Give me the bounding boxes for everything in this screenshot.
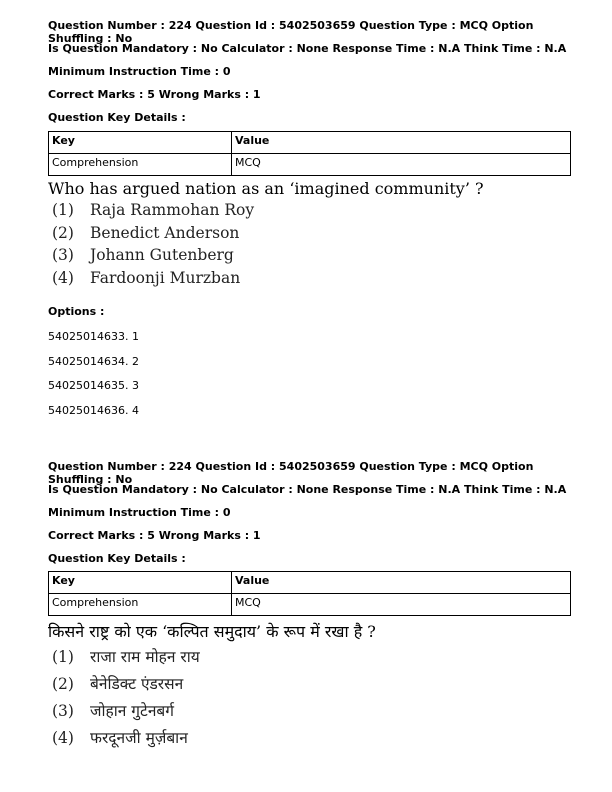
question-block-english [48, 19, 572, 428]
option-id-2: 54025014634. 2 [48, 354, 139, 368]
options-label: Options : [48, 305, 105, 318]
choice-2 [48, 222, 572, 245]
question-key-details-label: Question Key Details : [48, 552, 186, 565]
question-meta-line-2: Is Question Mandatory : No Calculator : None Response Time : N.A Think Time : N.A [48, 483, 567, 496]
key-table-cell-value: MCQ [232, 594, 571, 616]
choice-text: राजा राम मोहन राय [90, 648, 200, 666]
choice-number: (2) [52, 223, 74, 242]
key-table-header-value: Value [232, 572, 571, 594]
option-id-3: 54025014635. 3 [48, 379, 139, 392]
key-table-header-key: Key [49, 132, 232, 154]
choice-text: Benedict Anderson [90, 223, 240, 242]
choice-text: Raja Rammohan Roy [90, 201, 255, 219]
question-text: Who has argued nation as an ‘imagined community’ ? [48, 179, 484, 198]
choice-number: (3) [52, 246, 74, 264]
choice-text: बेनेडिक्ट एंडरसन [90, 675, 184, 693]
choice-2 [48, 671, 572, 698]
question-meta-line-3: Minimum Instruction Time : 0 [48, 65, 231, 78]
choice-number: (1) [52, 648, 74, 666]
key-table-cell-value: MCQ [232, 154, 571, 176]
choice-text: Johann Gutenberg [90, 246, 234, 264]
question-key-table [48, 571, 571, 616]
option-id-1: 54025014633. 1 [48, 330, 139, 343]
question-key-table [48, 131, 571, 176]
key-table-cell-key: Comprehension [49, 154, 232, 176]
choice-number: (2) [52, 675, 74, 693]
choice-1 [48, 644, 572, 671]
key-table-header-key: Key [49, 572, 232, 594]
question-key-details-label: Question Key Details : [48, 111, 186, 124]
question-meta-line-1: Question Number : 224 Question Id : 5402503659 Question Type : MCQ Option Shuffling : No [48, 460, 534, 486]
question-marks: Correct Marks : 5 Wrong Marks : 1 [48, 529, 261, 542]
key-table-cell-key: Comprehension [49, 594, 232, 616]
choice-number: (1) [52, 201, 74, 219]
key-table-row [49, 154, 571, 176]
key-table-row [49, 594, 571, 616]
choice-4 [48, 725, 572, 752]
question-block-hindi [48, 460, 572, 752]
key-table-header-row [49, 132, 571, 154]
choice-number: (4) [52, 729, 74, 747]
choice-text: जोहान गुटेनबर्ग [90, 702, 175, 720]
choice-number: (4) [52, 268, 74, 287]
question-text: किसने राष्ट्र को एक ‘कल्पित समुदाय’ के रूप में रखा है ? [48, 622, 376, 641]
choice-text: फरदूनजी मुर्ज़बान [90, 729, 188, 747]
choice-number: (3) [52, 702, 74, 720]
question-meta-line-3: Minimum Instruction Time : 0 [48, 506, 231, 519]
question-meta-line-1: Question Number : 224 Question Id : 5402503659 Question Type : MCQ Option Shuffling : No [48, 19, 534, 45]
choice-3 [48, 244, 572, 267]
option-id-4: 54025014636. 4 [48, 403, 139, 417]
choice-text: Fardoonji Murzban [90, 268, 241, 287]
choice-1 [48, 199, 572, 222]
choice-4 [48, 267, 572, 290]
key-table-header-value: Value [232, 132, 571, 154]
question-meta-line-2: Is Question Mandatory : No Calculator : None Response Time : N.A Think Time : N.A [48, 42, 567, 55]
question-marks: Correct Marks : 5 Wrong Marks : 1 [48, 88, 261, 101]
choice-3 [48, 698, 572, 725]
key-table-header-row [49, 572, 571, 594]
